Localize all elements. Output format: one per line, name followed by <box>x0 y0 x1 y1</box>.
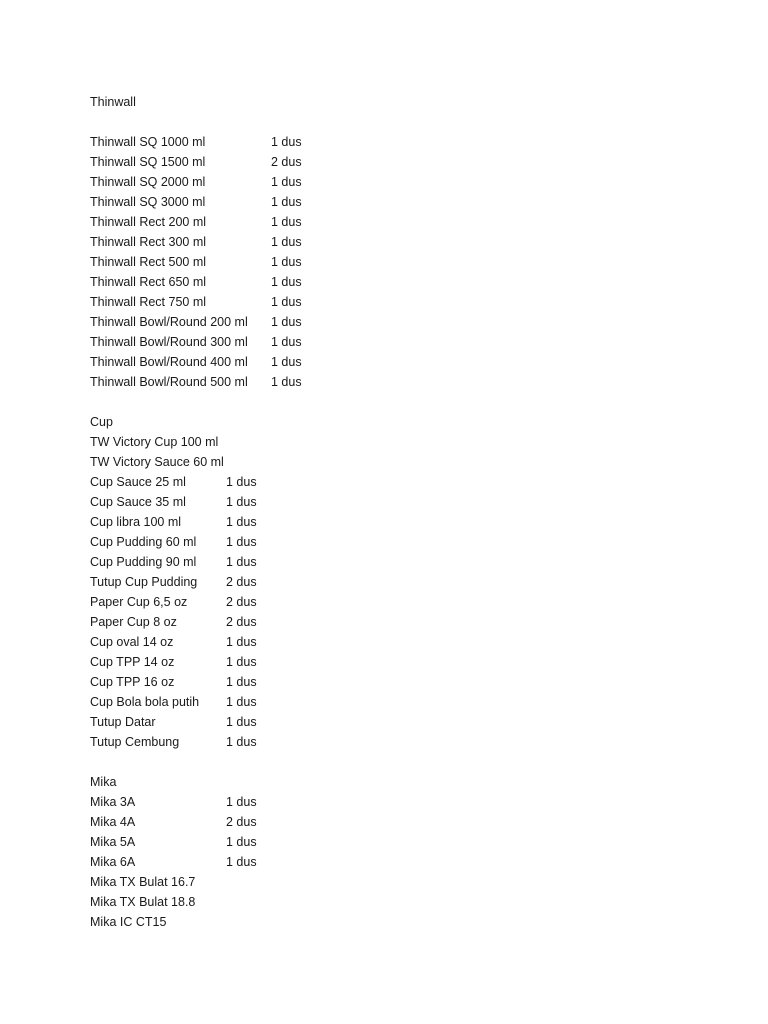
list-item <box>90 872 690 892</box>
item-name: Tutup Cup Pudding <box>90 575 198 589</box>
item-name: Thinwall Bowl/Round 300 ml <box>90 335 248 349</box>
item-name: Thinwall Bowl/Round 400 ml <box>90 355 248 369</box>
item-quantity: 1 dus <box>226 735 257 749</box>
item-quantity: 1 dus <box>226 495 257 509</box>
item-quantity: 1 dus <box>226 855 257 869</box>
item-name: Thinwall Rect 650 ml <box>90 275 207 289</box>
item-name: Thinwall SQ 1500 ml <box>90 155 206 169</box>
list-item <box>90 672 690 692</box>
cup-list <box>90 432 690 752</box>
item-name: Mika TX Bulat 18.8 <box>90 895 196 909</box>
item-name: Paper Cup 6,5 oz <box>90 595 188 609</box>
item-name: Cup libra 100 ml <box>90 515 182 529</box>
list-item <box>90 652 690 672</box>
list-item <box>90 252 690 272</box>
list-item <box>90 912 690 932</box>
item-name: Mika TX Bulat 16.7 <box>90 875 196 889</box>
item-name: Mika 3A <box>90 795 136 809</box>
item-name: Thinwall Rect 300 ml <box>90 235 207 249</box>
section-heading-thinwall <box>90 92 690 112</box>
list-item <box>90 452 690 472</box>
list-item <box>90 712 690 732</box>
item-quantity: 1 dus <box>271 355 302 369</box>
list-item <box>90 312 690 332</box>
item-quantity: 2 dus <box>226 595 257 609</box>
item-quantity: 1 dus <box>271 315 302 329</box>
item-name: Cup Sauce 35 ml <box>90 495 186 509</box>
list-item <box>90 212 690 232</box>
list-item <box>90 512 690 532</box>
item-quantity: 1 dus <box>271 275 302 289</box>
list-item <box>90 692 690 712</box>
item-name: Thinwall SQ 3000 ml <box>90 195 206 209</box>
mika-list <box>90 792 690 932</box>
list-item <box>90 812 690 832</box>
list-item <box>90 432 690 452</box>
item-name: Thinwall Rect 200 ml <box>90 215 207 229</box>
item-quantity: 2 dus <box>226 575 257 589</box>
item-name: Mika 4A <box>90 815 136 829</box>
item-quantity: 1 dus <box>271 295 302 309</box>
section-heading-mika <box>90 772 690 792</box>
list-item <box>90 552 690 572</box>
document-page <box>90 92 690 932</box>
item-name: Mika 6A <box>90 855 136 869</box>
item-name: TW Victory Cup 100 ml <box>90 435 219 449</box>
item-name: Thinwall Rect 500 ml <box>90 255 207 269</box>
item-name: Thinwall Bowl/Round 500 ml <box>90 375 248 389</box>
thinwall-list <box>90 132 690 392</box>
item-name: Cup TPP 14 oz <box>90 655 175 669</box>
blank-line <box>90 752 690 772</box>
item-quantity: 1 dus <box>271 235 302 249</box>
item-name: Mika 5A <box>90 835 136 849</box>
blank-line <box>90 392 690 412</box>
item-quantity: 1 dus <box>226 795 257 809</box>
item-name: Thinwall Bowl/Round 200 ml <box>90 315 248 329</box>
list-item <box>90 732 690 752</box>
item-name: Cup oval 14 oz <box>90 635 174 649</box>
list-item <box>90 172 690 192</box>
item-quantity: 1 dus <box>226 835 257 849</box>
list-item <box>90 532 690 552</box>
item-name: Cup Sauce 25 ml <box>90 475 186 489</box>
item-name: Cup Pudding 60 ml <box>90 535 197 549</box>
item-quantity: 1 dus <box>226 715 257 729</box>
item-quantity: 1 dus <box>226 695 257 709</box>
list-item <box>90 892 690 912</box>
item-name: Cup Bola bola putih <box>90 695 200 709</box>
list-item <box>90 292 690 312</box>
section-heading-cup <box>90 412 690 432</box>
item-quantity: 1 dus <box>226 655 257 669</box>
item-name: TW Victory Sauce 60 ml <box>90 455 224 469</box>
item-quantity: 1 dus <box>226 535 257 549</box>
list-item <box>90 132 690 152</box>
list-item <box>90 472 690 492</box>
list-item <box>90 152 690 172</box>
item-name: Mika IC CT15 <box>90 915 167 929</box>
section-heading-text: Thinwall <box>90 95 136 109</box>
item-name: Thinwall SQ 2000 ml <box>90 175 206 189</box>
list-item <box>90 352 690 372</box>
item-quantity: 2 dus <box>271 155 302 169</box>
list-item <box>90 792 690 812</box>
item-quantity: 1 dus <box>226 635 257 649</box>
list-item <box>90 832 690 852</box>
list-item <box>90 272 690 292</box>
item-quantity: 1 dus <box>226 675 257 689</box>
item-quantity: 1 dus <box>271 215 302 229</box>
list-item <box>90 632 690 652</box>
section-heading-text: Mika <box>90 775 117 789</box>
item-quantity: 1 dus <box>271 175 302 189</box>
item-quantity: 1 dus <box>226 475 257 489</box>
list-item <box>90 572 690 592</box>
item-name: Cup Pudding 90 ml <box>90 555 197 569</box>
item-quantity: 2 dus <box>226 615 257 629</box>
list-item <box>90 372 690 392</box>
item-name: Cup TPP 16 oz <box>90 675 175 689</box>
item-quantity: 2 dus <box>226 815 257 829</box>
list-item <box>90 192 690 212</box>
item-quantity: 1 dus <box>271 255 302 269</box>
item-name: Paper Cup 8 oz <box>90 615 177 629</box>
item-name: Tutup Cembung <box>90 735 180 749</box>
item-quantity: 1 dus <box>271 135 302 149</box>
item-quantity: 1 dus <box>271 195 302 209</box>
item-quantity: 1 dus <box>271 375 302 389</box>
item-name: Tutup Datar <box>90 715 156 729</box>
item-quantity: 1 dus <box>226 515 257 529</box>
section-heading-text: Cup <box>90 415 113 429</box>
item-quantity: 1 dus <box>226 555 257 569</box>
list-item <box>90 332 690 352</box>
item-name: Thinwall SQ 1000 ml <box>90 135 206 149</box>
list-item <box>90 592 690 612</box>
list-item <box>90 612 690 632</box>
list-item <box>90 232 690 252</box>
item-quantity: 1 dus <box>271 335 302 349</box>
blank-line <box>90 112 690 132</box>
list-item <box>90 852 690 872</box>
item-name: Thinwall Rect 750 ml <box>90 295 207 309</box>
list-item <box>90 492 690 512</box>
